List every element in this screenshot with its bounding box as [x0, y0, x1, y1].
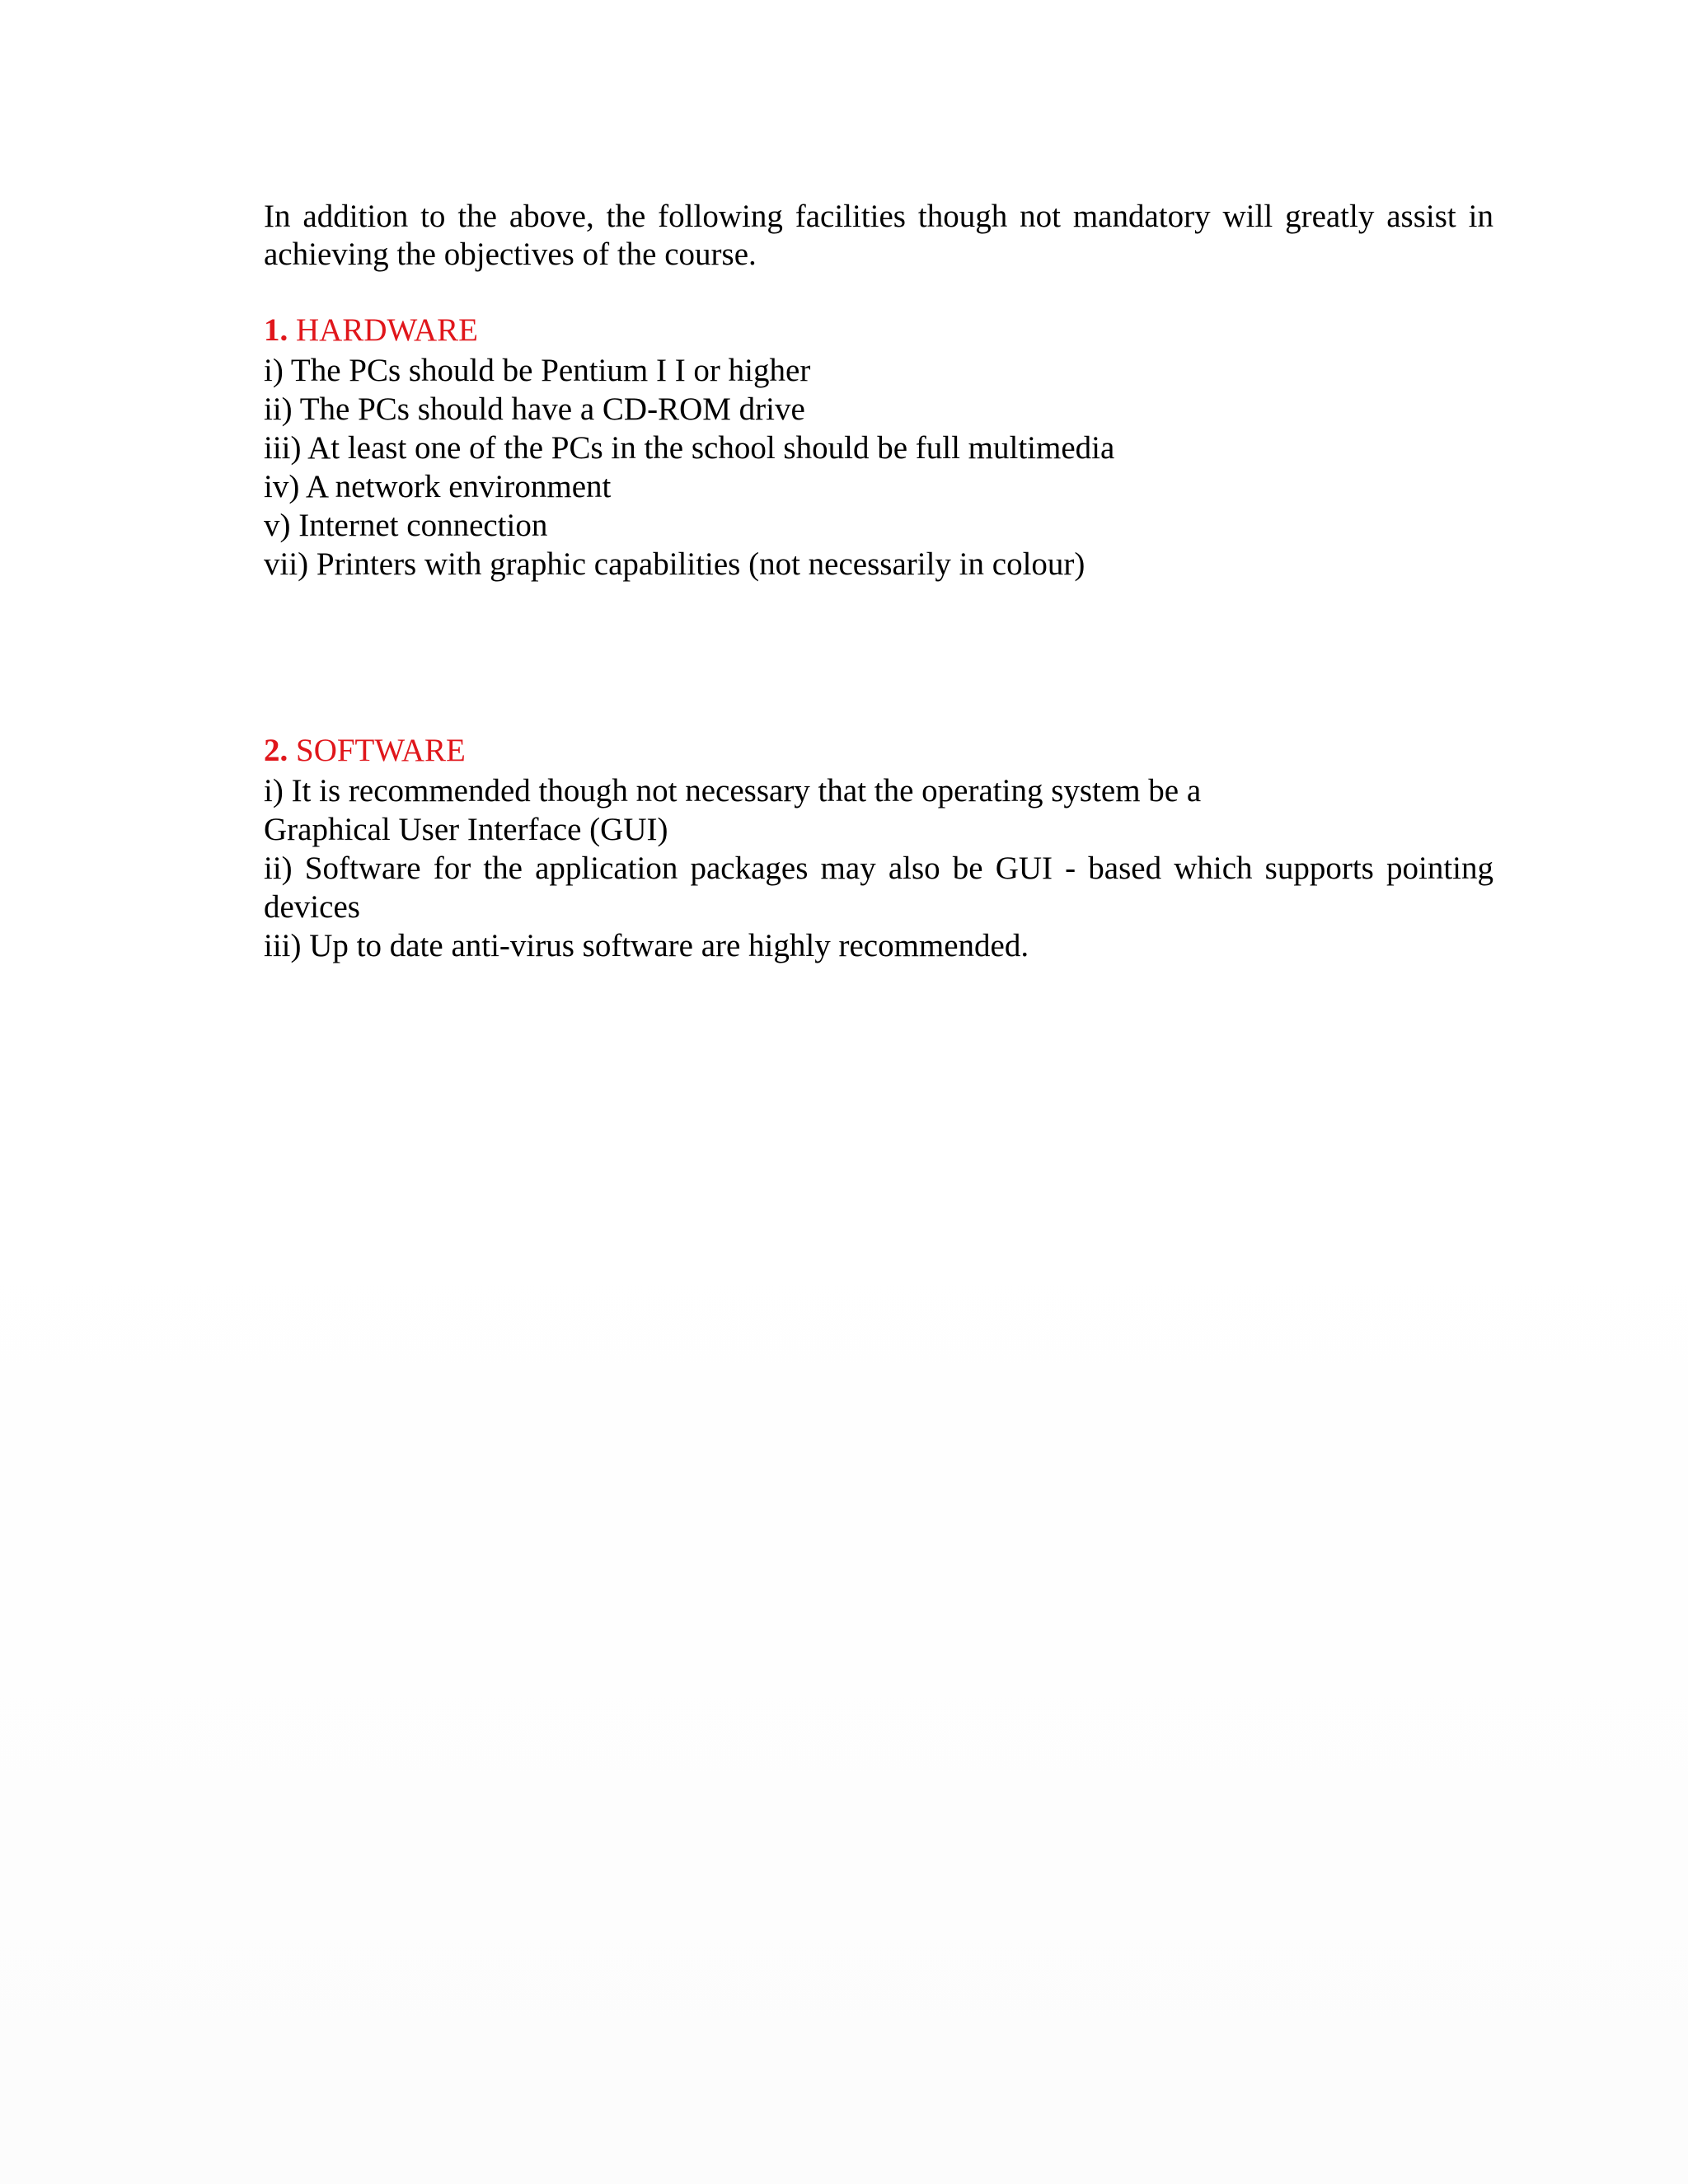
software-item: Graphical User Interface (GUI) — [264, 812, 668, 847]
hardware-item: i) The PCs should be Pentium I I or higher — [264, 353, 811, 388]
intro-paragraph: In addition to the above, the following facilities though not mandatory will greatly assist in achieving the objectives of the course. — [264, 199, 1493, 272]
hardware-item: v) Internet connection — [264, 508, 548, 543]
software-item: ii) Software for the application packages may also be GUI - based which supports pointing devices — [264, 851, 1493, 925]
hardware-heading — [264, 310, 1493, 351]
hardware-heading-number: 1. — [264, 312, 288, 348]
software-heading-title: SOFTWARE — [296, 733, 466, 768]
software-heading-number: 2. — [264, 733, 288, 768]
software-heading — [264, 730, 1493, 771]
hardware-section — [264, 310, 1493, 583]
software-section — [264, 730, 1493, 965]
hardware-item: ii) The PCs should have a CD-ROM drive — [264, 391, 805, 427]
hardware-heading-title: HARDWARE — [296, 312, 478, 348]
hardware-item: vii) Printers with graphic capabilities (not necessarily in colour) — [264, 546, 1085, 582]
hardware-item: iii) At least one of the PCs in the school should be full multimedia — [264, 430, 1115, 466]
software-item: iii) Up to date anti-virus software are highly recommended. — [264, 928, 1029, 963]
document-body — [264, 198, 1493, 965]
hardware-item: iv) A network environment — [264, 469, 612, 504]
software-item: i) It is recommended though not necessary that the operating system be a — [264, 773, 1202, 808]
